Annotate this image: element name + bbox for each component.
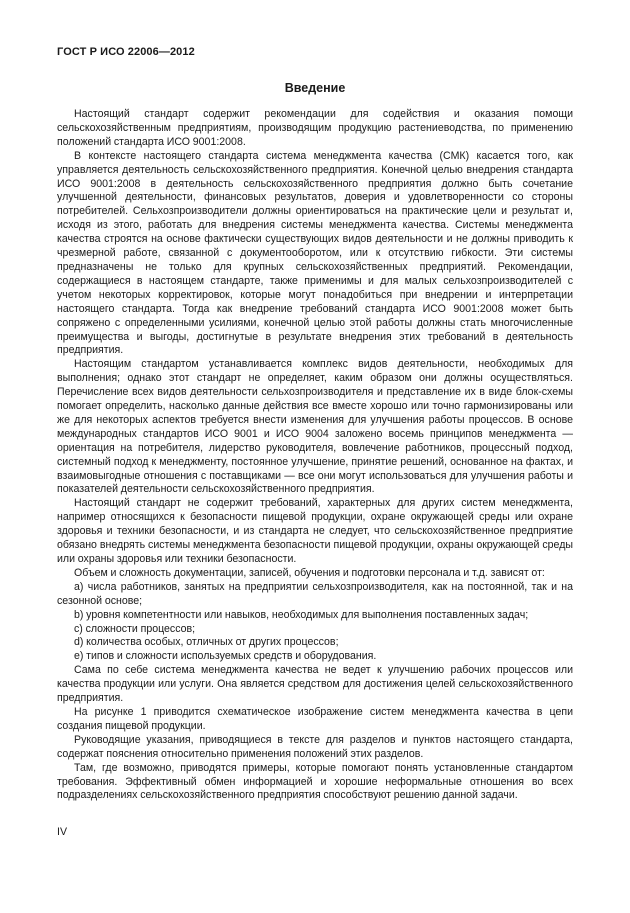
paragraph-examples: Там, где возможно, приводятся примеры, которые помогают понять установленные стандартом требования. Эффективный обмен информацией и хорошие неформальные отношения во всех подразделениях сельскохозяйственного предприятия способствуют решению данной задачи. [57,761,573,802]
list-item-e: e) типов и сложности используемых средств и оборудования. [74,650,377,663]
list-item-b: b) уровня компетентности или навыков, необходимых для выполнения поставленных задач; [74,608,529,621]
paragraph-scope: Настоящий стандарт не содержит требований, характерных для других систем менеджмента, например относящихся к безопасности пищевой продукции, охране окружающей среды или охране здоровья и техники безопасности, и из стандарта не следует, что сельскохозяйственное предприятие обязано внедрять системы менеджмента безопасности пищевой продукции, охраны окружающей среды или охраны здоровья или техники безопасности. [57,497,573,565]
section-title: Введение [284,81,346,95]
paragraph-guidance: Руководящие указания, приводящиеся в тексте для разделов и пунктов настоящего стандарта, содержат пояснения относительно применения положений этих разделов. [57,733,573,760]
body-text [57,108,573,803]
page-number: IV [57,826,68,838]
paragraph-context: В контексте настоящего стандарта система менеджмента качества (СМК) касается того, как управляется деятельность сельскохозяйственного предприятия. Конечной целью внедрения стандарта ИСО 9001:2008 в деятельность сельскохозяйственного предприятия должно быть сочетание улучшенной деятельности, финансовых результатов, доверия и удовлетворенности со стороны потребителей. Сельхозпроизводители должны ориентироваться на практические цели и результат и, исходя из этого, работать для внедрения системы менеджмента качества. Системы менеджмента качества строятся на основе фактически существующих видов деятельности и не должны приводить к чрезмерной работе, связанной с документооборотом, или к отсутствию гибкости. Эти системы предназначены не только для крупных сельскохозяйственных предприятий. Рекомендации, содержащиеся в настоящем стандарте, также применимы и для малых сельхозпроизводителей с учетом некоторых корректировок, которые могут понадобиться при внедрении и интерпретации настоящего стандарта. Тогда как внедрение требований стандарта ИСО 9001:2008 может быть сопряжено с определенными усилиями, конечной целью этой работы должны стать многочисленные преимущества и выгоды, достигнутые в результате внедрения этих требований в деятельность предприятия. [57,149,573,357]
list-item-c: c) сложности процессов; [74,622,196,635]
paragraph-figure-ref: На рисунке 1 приводится схематическое изображение систем менеджмента качества в цепи создания пищевой продукции. [57,705,573,732]
standard-code-header: ГОСТ Р ИСО 22006—2012 [57,46,195,58]
list-item-d: d) количества особых, отличных от других процессов; [74,636,339,649]
paragraph-qms-means: Сама по себе система менеджмента качества не ведет к улучшению рабочих процессов или качества продукции или услуги. Она является средством для достижения целей сельскохозяйственного предприятия. [57,664,573,705]
paragraph-list-intro: Объем и сложность документации, записей, обучения и подготовки персонала и т.д. зависят от: [74,566,545,579]
list-item-a: a) числа работников, занятых на предприятии сельхозпроизводителя, как на постоянной, так и на сезонной основе; [57,580,573,607]
paragraph-intro: Настоящий стандарт содержит рекомендации для содействия и оказания помощи сельскохозяйственным предприятиям, производящим продукцию растениеводства, по применению положений стандарта ИСО 9001:2008. [57,108,573,148]
paragraph-activities: Настоящим стандартом устанавливается комплекс видов деятельности, необходимых для выполнения; однако этот стандарт не определяет, каким образом они должны осуществляться. Перечисление всех видов деятельности сельхозпроизводителя и представление их в виде блок-схемы помогает определить, насколько данные действия все вместе хорошо или точно гармонизированы или же для некоторых аспектов требуется внести изменения для улучшения работы процессов. В основе международных стандартов ИСО 9001 и ИСО 9004 заложено восемь принципов менеджмента — ориентация на потребителя, лидерство руководителя, вовлечение работников, процессный подход, системный подход к менеджменту, постоянное улучшение, принятие решений, основанное на фактах, и взаимовыгодные отношения с поставщиками — все они могут использоваться для улучшения работы и показателей деятельности сельскохозяйственного предприятия. [57,358,573,496]
